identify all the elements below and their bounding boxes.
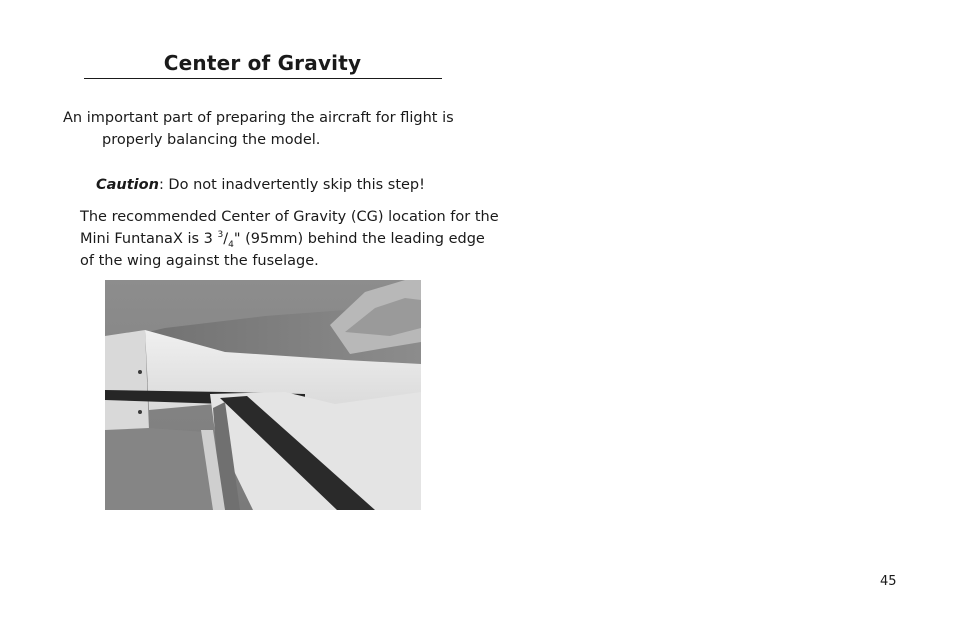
cg-line-3: of the wing against the fuselage. bbox=[80, 253, 319, 269]
intro-line-2: properly balancing the model. bbox=[102, 132, 321, 148]
intro-line-1: An important part of preparing the aircraft for flight is bbox=[63, 110, 454, 126]
title-underline bbox=[84, 78, 442, 79]
page-title: Center of Gravity bbox=[163, 51, 362, 75]
cg-line-2 bbox=[80, 228, 499, 250]
cg-line-2-pre: Mini FuntanaX is 3 bbox=[80, 231, 218, 247]
cg-paragraph bbox=[80, 206, 499, 272]
intro-paragraph bbox=[63, 107, 454, 151]
photo-illustration bbox=[105, 280, 421, 510]
screw-detail bbox=[138, 410, 142, 414]
caution-note bbox=[96, 174, 425, 196]
cg-fraction-slash: / bbox=[223, 231, 229, 247]
wing-fuselage-photo bbox=[105, 280, 421, 510]
caution-label: Caution bbox=[96, 177, 159, 193]
caution-text: : Do not inadvertently skip this step! bbox=[158, 177, 425, 193]
cg-fraction-denominator: 4 bbox=[228, 239, 234, 250]
screw-detail bbox=[138, 370, 142, 374]
cg-fraction-numerator: 3 bbox=[217, 230, 224, 241]
page-number: 45 bbox=[880, 574, 897, 589]
cg-line-2-post: " (95mm) behind the leading edge bbox=[233, 231, 485, 247]
fuselage-nose bbox=[105, 330, 149, 430]
cg-line-1: The recommended Center of Gravity (CG) location for the bbox=[80, 209, 499, 225]
